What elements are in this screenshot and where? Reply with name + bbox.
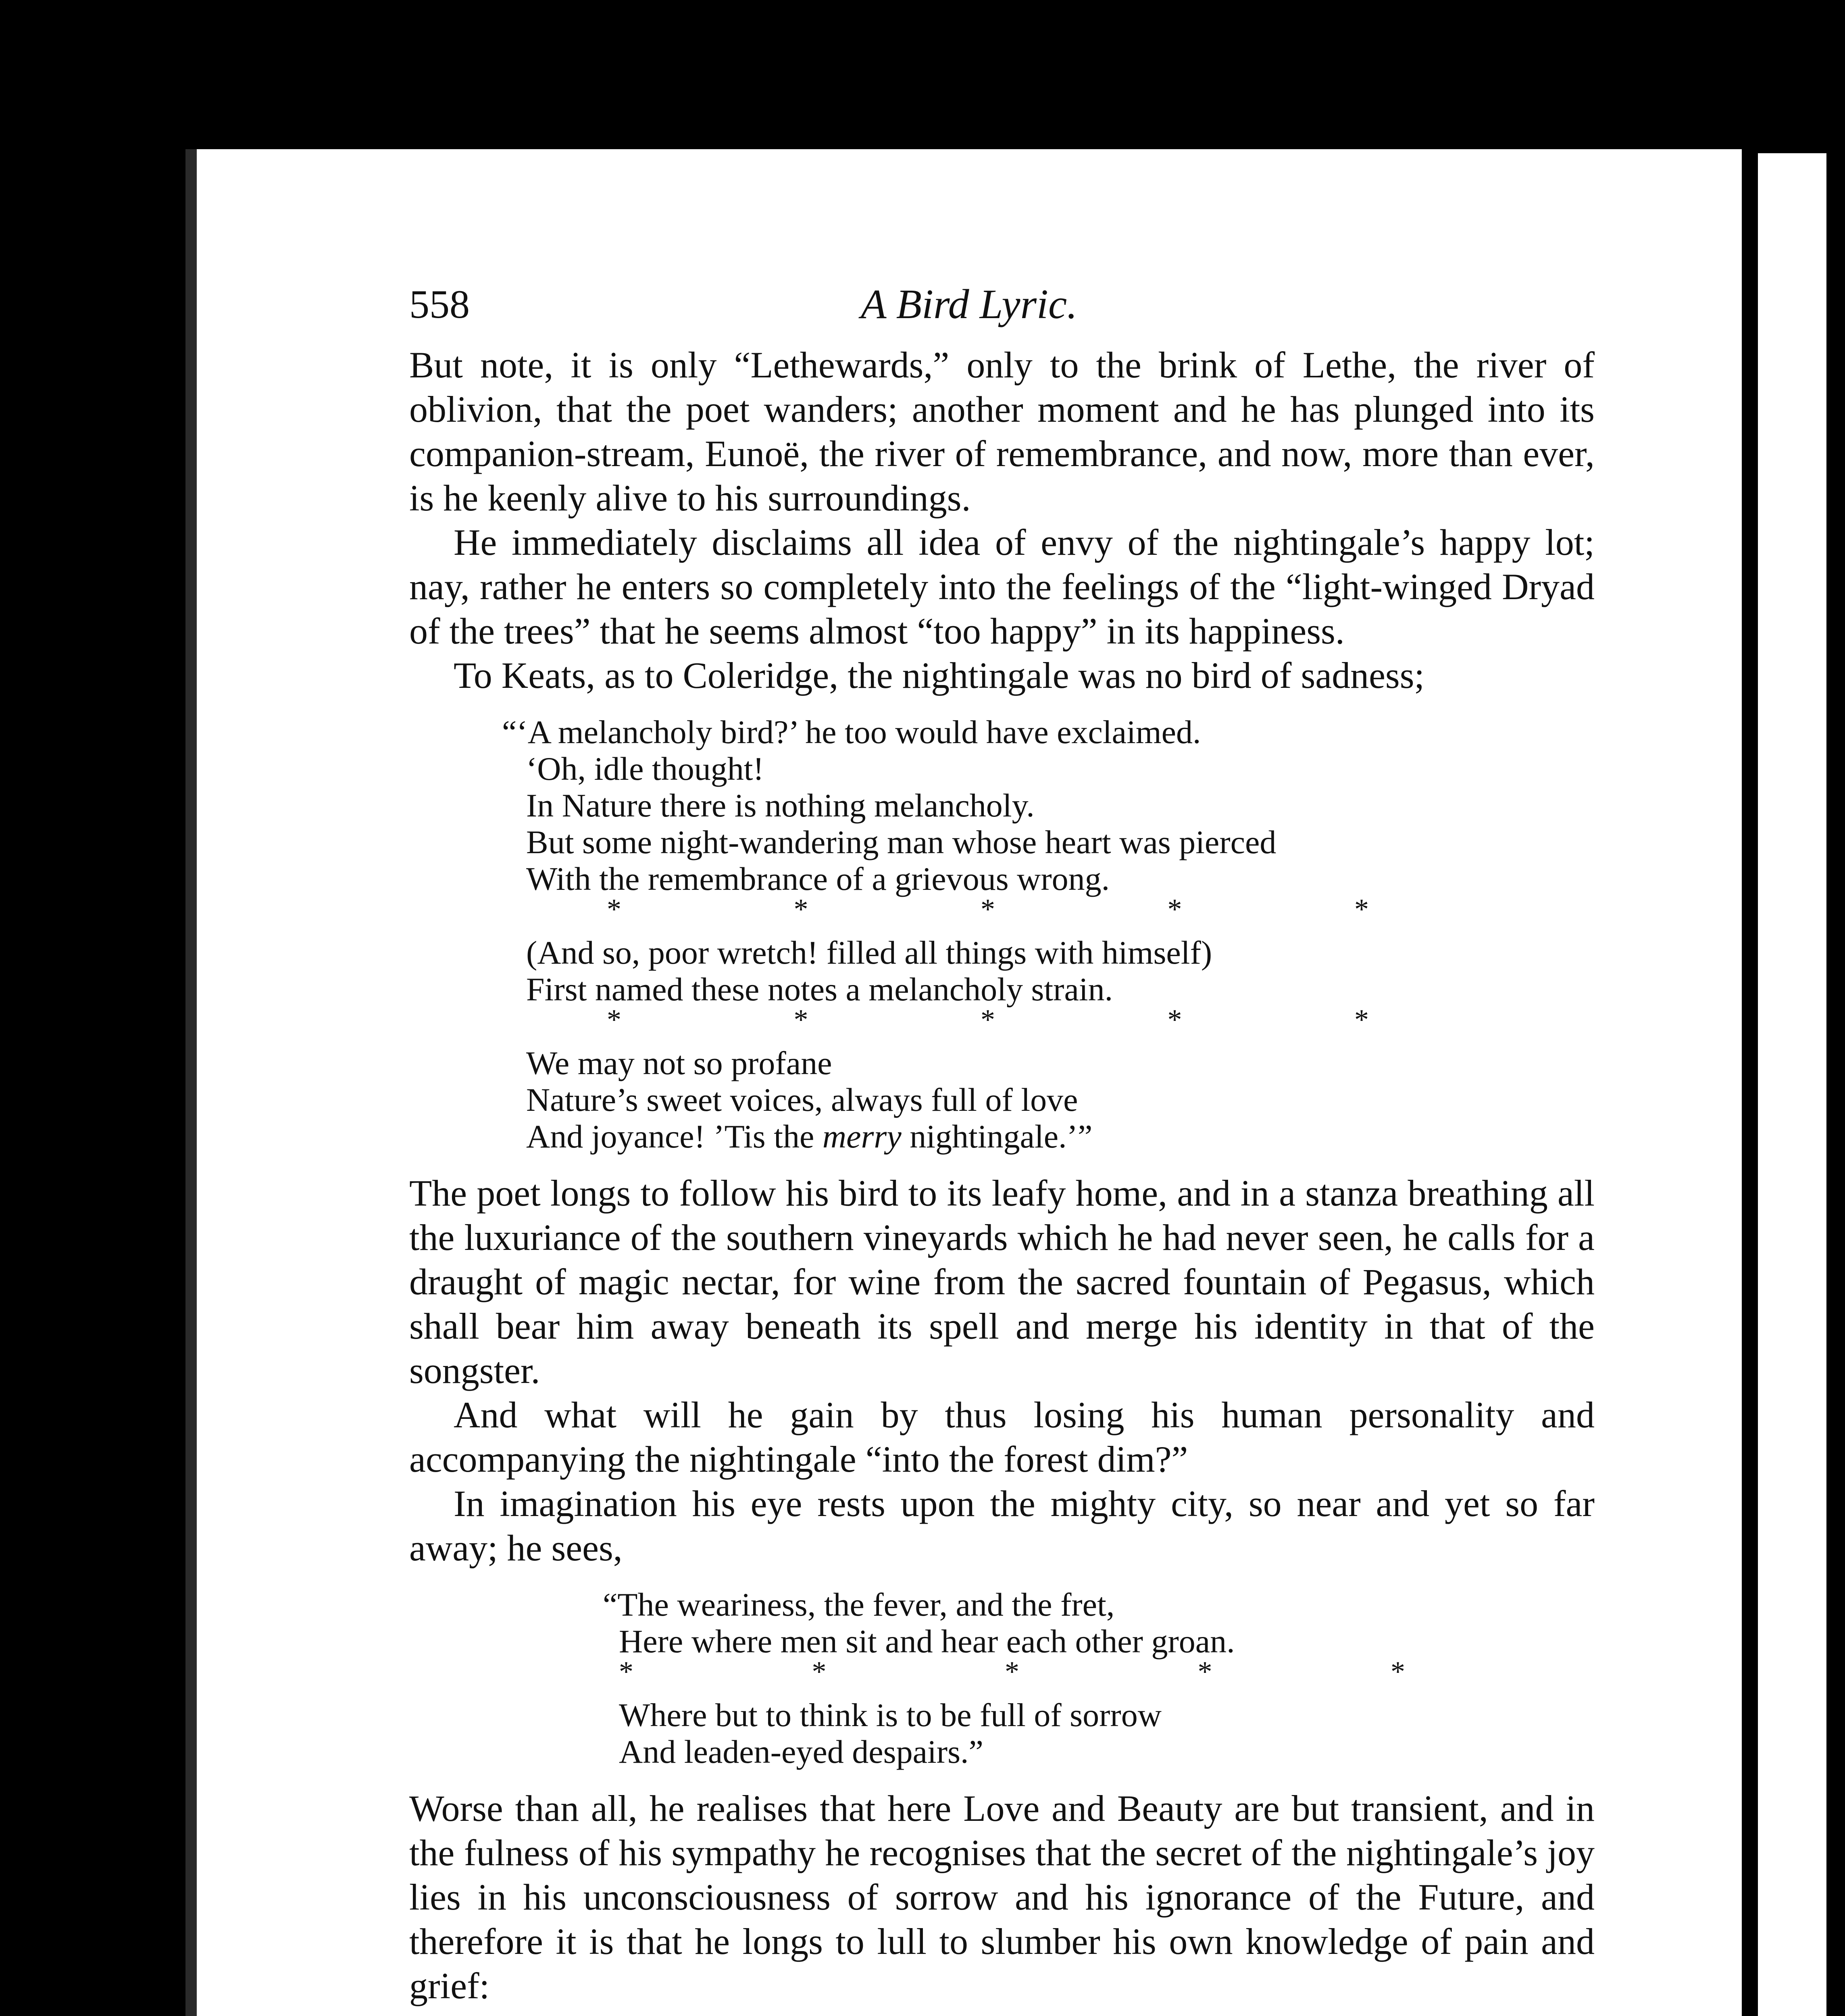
verse-line: (And so, poor wretch! filled all things with himself): [526, 934, 1212, 971]
verse-line: In Nature there is nothing melancholy.: [526, 787, 1035, 824]
ellipsis-stars: [502, 1004, 1369, 1036]
paragraph: Worse than all, he realises that here Love and Beauty are but transient, and in the fulness of his sympathy he recognises that the secret of the nightingale’s joy lies in his unconsciousness of sorrow and his ignorance of the Future, and therefore it is that he longs to lull to slumber his own knowledge of pain and grief:: [409, 1788, 1595, 2006]
verse-line: “‘A melancholy bird?’ he too would have exclaimed.: [502, 714, 1201, 750]
verse-line: Here where men sit and hear each other groan.: [619, 1623, 1235, 1660]
star: *: [793, 1004, 808, 1036]
paragraph: But note, it is only “Lethewards,” only to the brink of Lethe, the river of oblivion, that the poet wanders; another moment and he has plunged into its companion-stream, Eunoë, the river of remembrance, and now, more than ever, is he keenly alive to his surroundings.: [409, 344, 1595, 519]
star: *: [619, 1656, 633, 1688]
page-header: [409, 282, 1595, 343]
verse-line: With the remembrance of a grievous wrong.: [526, 860, 1110, 897]
running-title: A Bird Lyric.: [861, 281, 1078, 327]
page-shadow-edge: [185, 149, 197, 2016]
verse-line: Nature’s sweet voices, always full of love: [526, 1081, 1078, 1118]
verse-line: And leaden-eyed despairs.”: [619, 1733, 983, 1770]
star: *: [1197, 1656, 1212, 1688]
verse-text: nightingale.’”: [901, 1118, 1093, 1155]
star: *: [1354, 1004, 1369, 1036]
paragraph: The poet longs to follow his bird to its leafy home, and in a stanza breathing all the luxuriance of the southern vineyards which he had never seen, he calls for a draught of magic nectar, for wine from the sacred fountain of Pegasus, which shall bear him away beneath its spell and merge his identity in that of the songster.: [409, 1173, 1595, 1391]
star: *: [812, 1656, 827, 1688]
paragraph: And what will he gain by thus losing his human personality and accompanying the nightingale “into the forest dim?”: [409, 1394, 1595, 1480]
verse-quotation-keats: [603, 1586, 1409, 1770]
paragraph: To Keats, as to Coleridge, the nightingale was no bird of sadness;: [454, 655, 1425, 696]
star: *: [1354, 893, 1369, 925]
verse-line: But some night-wandering man whose heart was pierced: [526, 824, 1277, 860]
ellipsis-stars: [603, 1656, 1405, 1688]
star: *: [1167, 893, 1182, 925]
paragraph: He immediately disclaims all idea of envy of the nightingale’s happy lot; nay, rather he enters so completely into the feelings of the “light-winged Dryad of the trees” that he seems almost “too happy” in its happiness.: [409, 522, 1595, 652]
star: *: [1005, 1656, 1019, 1688]
verse-text: And joyance! ’Tis the: [526, 1118, 823, 1155]
page-number: 558: [409, 282, 470, 327]
verse-line: [502, 1118, 1369, 1155]
verse-line: ‘Oh, idle thought!: [526, 750, 764, 787]
verse-line: Where but to think is to be full of sorrow: [619, 1697, 1162, 1733]
star: *: [607, 893, 621, 925]
verse-line: First named these notes a melancholy strain.: [526, 971, 1113, 1008]
verse-line: We may not so profane: [526, 1045, 832, 1081]
page-text: [409, 282, 1595, 2016]
paragraph: In imagination his eye rests upon the mighty city, so near and yet so far away; he sees,: [409, 1483, 1595, 1568]
emphasis-merry: merry: [822, 1118, 902, 1155]
adjacent-page-edge: [1758, 153, 1826, 2016]
ellipsis-stars: [502, 893, 1369, 925]
verse-line: “The weariness, the fever, and the fret,: [603, 1586, 1115, 1623]
star: *: [981, 1004, 995, 1036]
star: *: [981, 893, 995, 925]
verse-quotation-coleridge: [502, 714, 1369, 1155]
star: *: [793, 893, 808, 925]
star: *: [1391, 1656, 1405, 1688]
star: *: [1167, 1004, 1182, 1036]
star: *: [607, 1004, 621, 1036]
